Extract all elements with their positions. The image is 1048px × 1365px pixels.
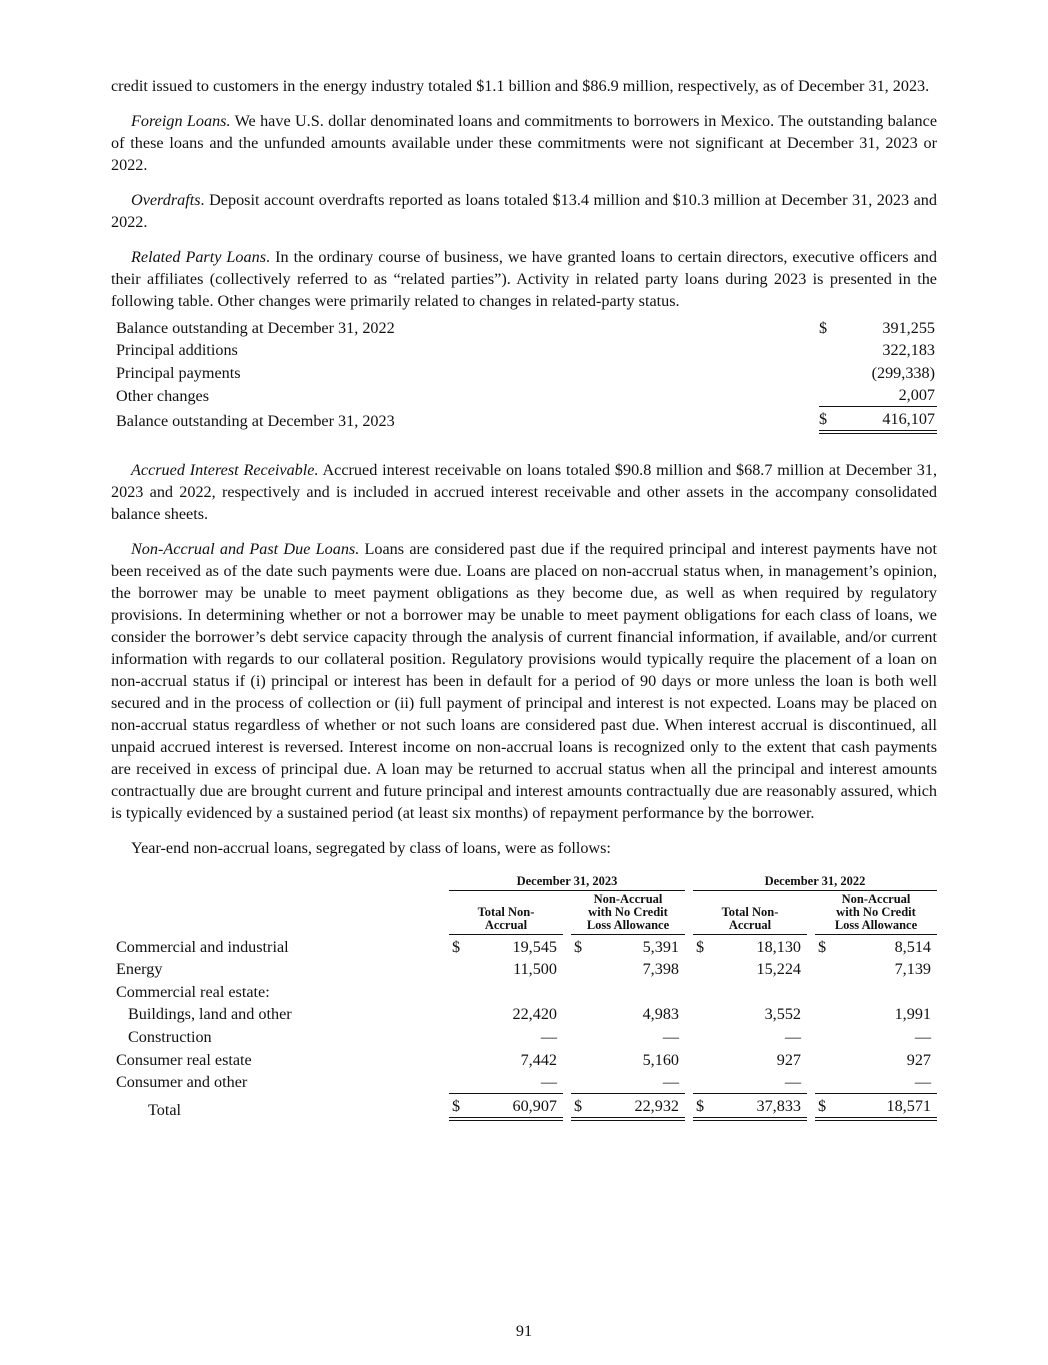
column-header: Non-Accrual with No Credit Loss Allowance (571, 891, 685, 935)
group-header-2023: December 31, 2023 (449, 875, 685, 891)
row-label: Energy (116, 960, 163, 979)
row-label: Other changes (116, 386, 210, 405)
column-header: Non-Accrual with No Credit Loss Allowance (815, 891, 937, 935)
related-party-text: . In the ordinary course of business, we have granted loans to certain directors, executive officers and their affiliates (collectively referred to as “related parties”). Activity in related party loans during 2023 is presented in the following table. Other changes were primarily related to changes in related-party status. (111, 248, 937, 310)
related-party-paragraph (111, 246, 937, 312)
accrued-interest-paragraph (111, 459, 937, 525)
non-accrual-paragraph (111, 538, 937, 824)
cell-value (715, 980, 807, 1003)
cell-value: 22,420 (512, 1005, 557, 1024)
currency-symbol (693, 1025, 715, 1048)
cell-value (471, 980, 563, 1003)
cell-value: 22,932 (593, 1093, 685, 1121)
related-party-row (111, 316, 937, 339)
non-accrual-row (111, 935, 937, 958)
currency-symbol: $ (574, 937, 583, 956)
currency-symbol (819, 339, 839, 362)
currency-symbol (815, 1048, 837, 1071)
currency-symbol: $ (693, 1093, 715, 1121)
row-label: Commercial and industrial (116, 937, 289, 956)
non-accrual-row (111, 1003, 937, 1026)
currency-symbol (449, 1071, 471, 1094)
row-value: (299,338) (871, 363, 935, 382)
cell-value: — (784, 1027, 801, 1046)
currency-symbol (815, 980, 837, 1003)
currency-symbol (449, 1048, 471, 1071)
currency-symbol (815, 1025, 837, 1048)
currency-symbol (693, 980, 715, 1003)
accrued-interest-text: Accrued interest receivable on loans totaled $90.8 million and $68.7 million at December 31, 2023 and 2022, respectively and is included in accrued interest receivable and other assets in the accompany consolidated balance sheets. (111, 460, 937, 523)
foreign-loans-paragraph (111, 110, 937, 176)
cell-value: 8,514 (894, 937, 931, 956)
row-label: Total (148, 1100, 182, 1119)
cell-value: — (662, 1073, 679, 1092)
overdrafts-heading: Overdrafts (131, 191, 201, 209)
row-value: 322,183 (882, 341, 935, 360)
year-end-intro: Year-end non-accrual loans, segregated by class of loans, were as follows: (131, 838, 611, 857)
cell-value: 927 (906, 1050, 931, 1069)
cell-value: 11,500 (513, 960, 557, 979)
currency-symbol (693, 1003, 715, 1026)
currency-symbol (449, 958, 471, 981)
currency-symbol (815, 1071, 837, 1094)
foreign-loans-text: We have U.S. dollar denominated loans and commitments to borrowers in Mexico. The outstanding balance of these loans and the unfunded amounts available under these commitments were not significant at December 31, 2023 or 2022. (111, 112, 938, 174)
row-label: Principal payments (116, 363, 241, 382)
currency-symbol: $ (449, 1093, 471, 1121)
currency-symbol (693, 1048, 715, 1071)
column-header: Total Non- Accrual (449, 891, 563, 935)
cell-value: 7,139 (894, 960, 931, 979)
cell-value: 4,983 (642, 1005, 679, 1024)
currency-symbol (449, 980, 471, 1003)
column-header: Total Non- Accrual (693, 891, 807, 935)
cell-value: 18,571 (837, 1093, 937, 1121)
cell-value: 18,130 (756, 937, 801, 956)
cell-value: 15,224 (756, 960, 801, 979)
cell-value: — (914, 1073, 931, 1092)
currency-symbol (819, 361, 839, 384)
group-header-2022: December 31, 2022 (693, 875, 937, 891)
related-party-heading: Related Party Loans (131, 248, 267, 266)
currency-symbol: $ (815, 1093, 837, 1121)
currency-symbol (693, 958, 715, 981)
currency-symbol (819, 384, 839, 407)
cell-value: 3,552 (764, 1005, 801, 1024)
cell-value: — (662, 1027, 679, 1046)
document-page (111, 75, 937, 1121)
non-accrual-heading: Non-Accrual and Past Due Loans. (131, 539, 360, 558)
row-label: Consumer and other (116, 1073, 248, 1092)
related-party-row (111, 384, 937, 407)
currency-symbol (571, 1003, 593, 1026)
cell-value: 5,391 (642, 937, 679, 956)
row-label: Principal additions (116, 341, 238, 360)
overdrafts-paragraph (111, 189, 937, 233)
related-party-row (111, 361, 937, 384)
currency-symbol (449, 1025, 471, 1048)
cell-value: 927 (776, 1050, 801, 1069)
page-number: 91 (515, 1322, 533, 1340)
cell-value: 7,398 (642, 960, 679, 979)
non-accrual-loans-table (111, 875, 937, 1121)
row-label: Construction (128, 1027, 212, 1046)
cell-value (837, 980, 937, 1003)
non-accrual-row (111, 1093, 937, 1121)
currency-symbol: $ (571, 1093, 593, 1121)
related-party-row (111, 339, 937, 362)
currency-symbol: $ (818, 937, 827, 956)
currency-symbol (571, 1071, 593, 1094)
row-label: Commercial real estate: (116, 982, 270, 1001)
cell-value: — (914, 1027, 931, 1046)
energy-paragraph-tail: credit issued to customers in the energy industry totaled $1.1 billion and $86.9 million, respectively, as of December 31, 2023. (111, 77, 930, 95)
currency-symbol: $ (452, 937, 461, 956)
cell-value: 5,160 (642, 1050, 679, 1069)
currency-symbol: $ (819, 318, 828, 337)
cell-value: 19,545 (512, 937, 557, 956)
cell-value: 37,833 (715, 1093, 807, 1121)
currency-symbol (815, 1003, 837, 1026)
related-party-row (111, 407, 937, 432)
cell-value: — (540, 1027, 557, 1046)
currency-symbol: $ (819, 407, 839, 432)
non-accrual-row (111, 980, 937, 1003)
currency-symbol (571, 958, 593, 981)
row-value: 416,107 (839, 407, 937, 432)
currency-symbol (571, 1025, 593, 1048)
non-accrual-text: Loans are considered past due if the required principal and interest payments have not been received as of the date such payments were due. Loans are placed on non-accrual status when, in management’s opinion, the borrower may be unable to meet payment obligations as they become due, as well as when required by regulatory provisions. In determining whether or not a borrower may be unable to meet payment obligations for each class of loans, we consider the borrower’s debt service capacity through the analysis of current financial information, if available, and/or current information with regards to our collateral position. Regulatory provisions would typically require the placement of a loan on non-accrual status if (i) principal or interest has been in default for a period of 90 days or more unless the loan is both well secured and in the process of collection or (ii) full payment of principal and interest is not expected. Loans may be placed on non-accrual status regardless of whether or not such loans are considered past due. When interest accrual is discontinued, all unpaid accrued interest is reversed. Interest income on non-accrual loans is recognized only to the extent that cash payments are received in excess of principal due. A loan may be returned to accrual status when all the principal and interest amounts contractually due are brought current and future principal and interest amounts contractually due are reasonably assured, which is typically evidenced by a sustained period (at least six months) of repayment performance by the borrower. (111, 539, 938, 822)
accrued-interest-heading: Accrued Interest Receivable. (131, 460, 319, 479)
currency-symbol (815, 958, 837, 981)
row-value: 2,007 (898, 386, 935, 405)
currency-symbol (449, 1003, 471, 1026)
currency-symbol (571, 980, 593, 1003)
row-label: Balance outstanding at December 31, 2022 (116, 318, 395, 337)
foreign-loans-heading: Foreign Loans. (131, 112, 231, 130)
cell-value (593, 980, 685, 1003)
row-label: Consumer real estate (116, 1050, 252, 1069)
row-value: 391,255 (882, 318, 935, 337)
non-accrual-row (111, 1071, 937, 1094)
non-accrual-row (111, 958, 937, 981)
cell-value: 7,442 (520, 1050, 557, 1069)
cell-value: 60,907 (471, 1093, 563, 1121)
non-accrual-row (111, 1025, 937, 1048)
related-party-loans-table (111, 316, 937, 434)
row-label: Balance outstanding at December 31, 2023 (116, 411, 395, 430)
row-label: Buildings, land and other (128, 1005, 292, 1024)
cell-value: — (784, 1073, 801, 1092)
currency-symbol (693, 1071, 715, 1094)
cell-value: — (540, 1073, 557, 1092)
cell-value: 1,991 (894, 1005, 931, 1024)
currency-symbol: $ (696, 937, 705, 956)
currency-symbol (571, 1048, 593, 1071)
overdrafts-text: . Deposit account overdrafts reported as loans totaled $13.4 million and $10.3 million at December 31, 2023 and 2022. (111, 191, 937, 231)
non-accrual-row (111, 1048, 937, 1071)
